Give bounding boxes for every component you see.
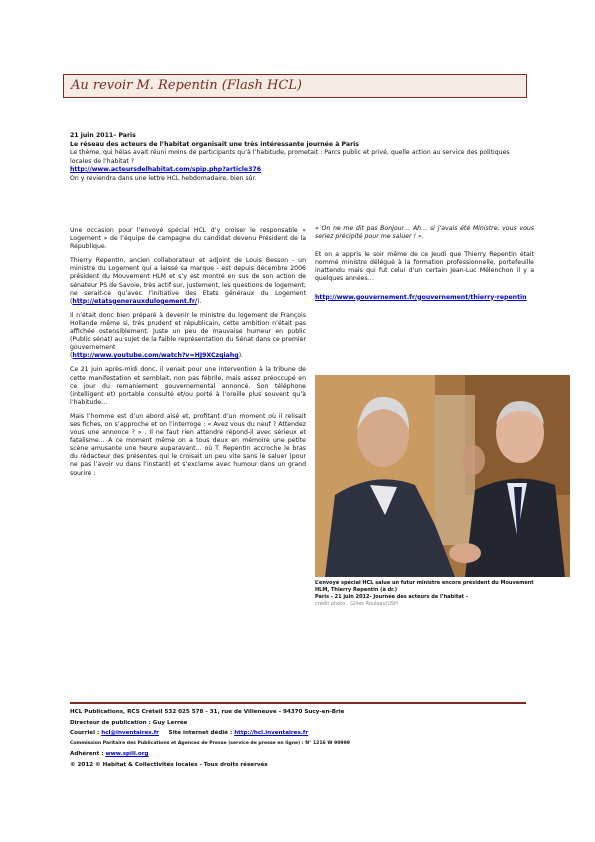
left-paragraph-2: Thierry Repentin, ancien collaborateur et adjoint de Louis Besson - un ministre du Logement qui a laissé sa marque - est depuis décembre 2006 président du Mouvement HLM et s’y est montré en sus de son action de sénateur PS de Savoie, très actif sur, justement, les questions de logement; ne serait-ce qu’avec l’initiative des Etats généraux du Logement (http://etatsgenerauxdulogement.fr/).	[70, 257, 306, 305]
left-column	[70, 227, 306, 484]
photo-credit: crédit photo : Gilles Rouleau/USH	[315, 601, 398, 607]
article-link[interactable]: http://www.acteursdelhabitat.com/spip.php?article376	[70, 166, 261, 174]
site-link[interactable]: http://hcl.inventaires.fr	[234, 730, 309, 736]
intro-block	[70, 132, 532, 184]
right-column	[315, 225, 534, 312]
youtube-link[interactable]: http://www.youtube.com/watch?v=HJ9XCzqiahg	[72, 352, 239, 360]
footer-publisher: HCL Publications, RCS Créteil 532 025 578 - 31, rue de Villeneuve - 94370 Sucy-en-Brie	[70, 709, 345, 715]
etats-generaux-link[interactable]: http://etatsgenerauxdulogement.fr/	[72, 297, 198, 305]
photo-illustration	[315, 375, 570, 577]
spiil-link[interactable]: www.spiil.org	[105, 751, 149, 757]
gouvernement-link[interactable]: http://www.gouvernement.fr/gouvernement/thierry-repentin	[315, 293, 527, 301]
quote-text: « On ne me dit pas Bonjour… Ah… si j’avais été Ministre, vous vous seriez précipité pour me saluer ! ».	[315, 225, 534, 241]
right-paragraph: Et on a appris le soir même de ce Jeudi que Thierry Repentin était nommé ministre délégué à la formation professionnelle, portefeuille inattendu mais qui fut celui d’un certain Jean-Luc Mélenchon il y a quelques années…	[315, 251, 534, 283]
theme-text: Le thème, qui hélas avait réuni moins de participants qu’à l’habitude, prometait : Parcs public et privé, quelle action au service des politiques locales de l’habitat ?	[70, 149, 510, 165]
footer-divider	[70, 702, 526, 704]
left-paragraph-1: Une occasion pour l’envoyé spécial HCL d’y croiser le responsable « Logement » de l’équipe de campagne du candidat devenu Président de la République.	[70, 227, 306, 251]
email-link[interactable]: hcl@inventaires.fr	[101, 730, 159, 736]
page-title: Au revoir M. Repentin (Flash HCL)	[71, 78, 302, 93]
left-paragraph-3: Il n’était donc bien préparé à devenir le ministre du logement de François Hollande même si, très prudent et républicain, cette ambition n’était pas affichée ostensiblement. Juste un peu de mauvaise humeur en public (Public sénat) au sujet de la faible représentation du Sénat dans ce premier gouvernement (http://www.youtube.com/watch?v=HJ9XCzqiahg).	[70, 311, 306, 360]
footer-contact: Courriel : hcl@inventaires.fr Site internet dédié : http://hcl.inventaires.fr	[70, 730, 309, 736]
headline: Le réseau des acteurs de l’habitat organisait une très intéressante journée à Paris	[70, 140, 359, 148]
footer-commission: Commission Paritaire des Publications et Agences de Presse (service de presse en ligne) : N° 1216 W 90999	[70, 740, 350, 746]
photo-handshake	[315, 375, 570, 577]
title-banner	[63, 74, 527, 98]
footer-member: Adhérent : www.spiil.org	[70, 751, 149, 757]
footer	[70, 707, 540, 770]
left-paragraph-4: Ce 21 juin après-midi donc, il venait pour une intervention à la tribune de cette manifestation et semblait, non pas fébrile, mais assez préoccupé en ce jour du remaniement gouvernemental annoncé. Son téléphone (intelligent et) portable consulté et/ou porté à l’oreille plus souvent qu’à l’habitude…	[70, 366, 306, 406]
caption-text: L’envoyé spécial HCL salue un futur ministre encore président du Mouvement HLM, Thierry Repentin (à dr.)	[315, 580, 534, 593]
caption-date: Paris - 21 juin 2012- Journée des acteurs de l’habitat -	[315, 594, 468, 600]
photo-caption	[315, 580, 540, 608]
left-paragraph-5: Mais l’homme est d’un abord aisé et, profitant d’un moment où il relisait ses fiches, on s’approche et on l’interroge : « Avez vous du neuf ? Attendez vous une annonce ? » . Il ne faut rien attendre répond-il avec sérieux et fatalisme… A ce moment même on a tous deux en mémoire une petite scène amusante une heure auparavant… où T. Repentin accroche le bras du rédacteur des présentes qui le croisait un peu vite sans le saluer (pour ne pas l’avoir vu dans l’instant) et s’exclame avec humour dans un grand sourire :	[70, 412, 306, 477]
date-line: 21 juin 2011– Paris	[70, 132, 136, 139]
footer-director: Directeur de publication : Guy Lerrée	[70, 719, 188, 726]
footer-copyright: © 2012 © Habitat & Collectivités locales - Tous droits réservés	[70, 761, 268, 768]
note-text: On y reviendra dans une lettre HCL hebdomadaire, bien sûr.	[70, 174, 257, 182]
